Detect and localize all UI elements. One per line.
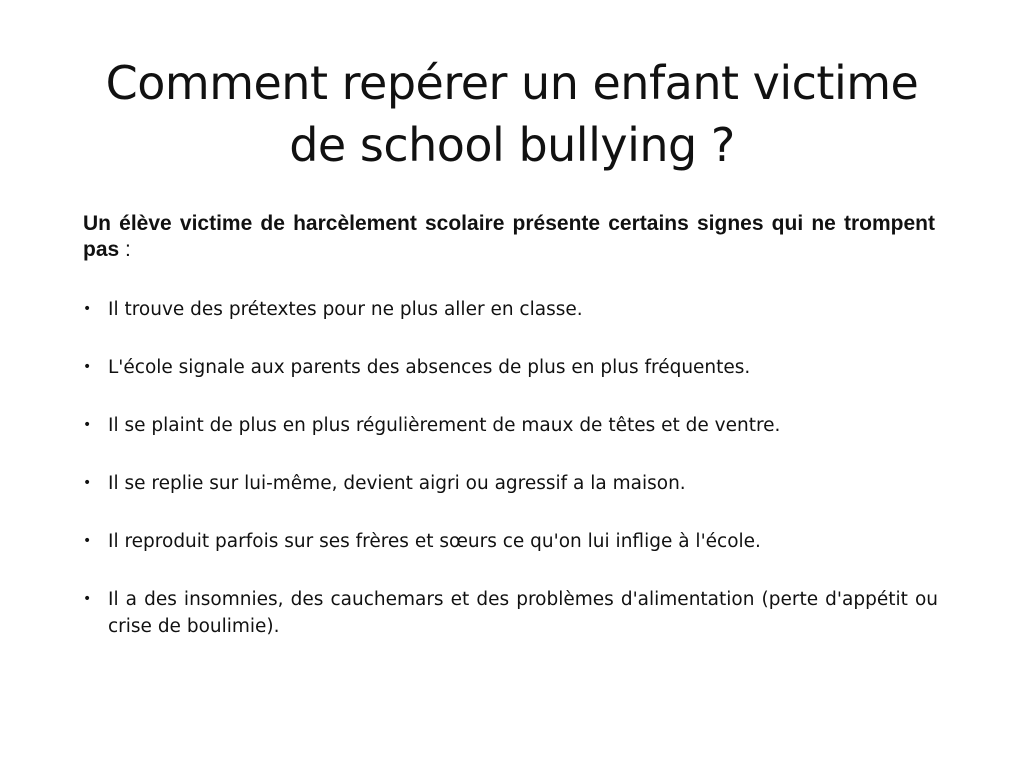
signs-list [83, 296, 938, 671]
list-item-text: L'école signale aux parents des absences de plus en plus fréquentes. [108, 357, 751, 378]
bullet-icon: • [83, 591, 92, 607]
intro-text: Un élève victime de harcèlement scolaire présente certains signes qui ne trompent pas [83, 212, 935, 261]
list-item-text: Il a des insomnies, des cauchemars et des problèmes d'alimentation (perte d'appétit ou crise de boulimie). [108, 589, 938, 637]
list-item [83, 412, 938, 439]
list-item-text: Il reproduit parfois sur ses frères et sœurs ce qu'on lui inflige à l'école. [108, 531, 761, 552]
slide-title [60, 52, 964, 176]
bullet-icon: • [83, 359, 92, 375]
bullet-icon: • [83, 475, 92, 491]
intro-paragraph [83, 211, 935, 263]
list-item-text: Il trouve des prétextes pour ne plus aller en classe. [108, 299, 583, 320]
list-item [83, 354, 938, 381]
list-item [83, 528, 938, 555]
intro-colon: : [119, 238, 131, 261]
bullet-icon: • [83, 533, 92, 549]
list-item [83, 296, 938, 323]
slide-title-line: de school bullying ? [289, 118, 735, 172]
slide-title-line: Comment repérer un enfant victime [105, 56, 919, 110]
bullet-icon: • [83, 301, 92, 317]
bullet-icon: • [83, 417, 92, 433]
list-item-text: Il se replie sur lui-même, devient aigri ou agressif a la maison. [108, 473, 686, 494]
list-item [83, 470, 938, 497]
list-item-text: Il se plaint de plus en plus régulièrement de maux de têtes et de ventre. [108, 415, 781, 436]
list-item [83, 586, 938, 640]
